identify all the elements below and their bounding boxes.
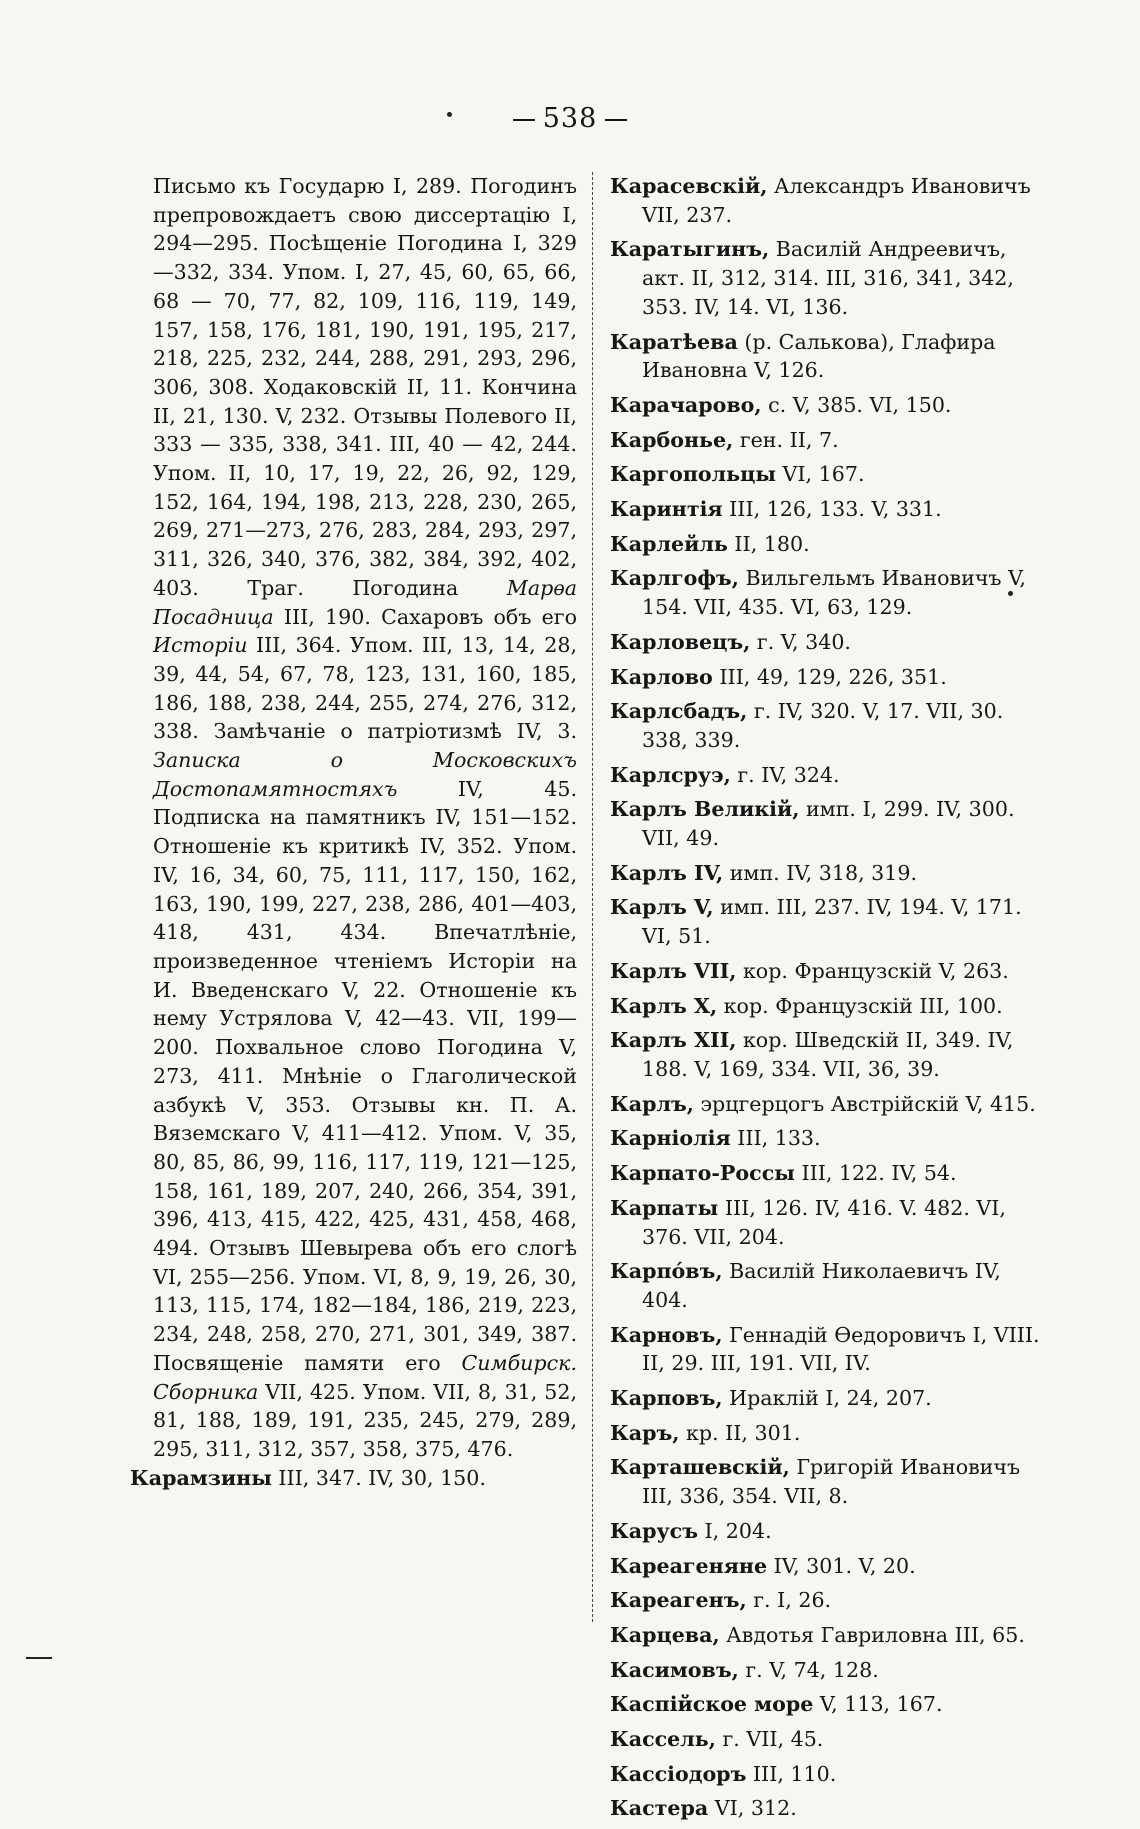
entry-text: кор. Французскій V, 263. bbox=[742, 958, 1009, 983]
page-number bbox=[0, 103, 1140, 134]
entry-text: VI, 312. bbox=[714, 1796, 797, 1821]
entry-text: эрцгерцогъ Австрійскій V, 415. bbox=[700, 1091, 1036, 1116]
entry-text: III, 190. Сахаровъ объ его bbox=[283, 604, 577, 629]
entry-italic-title: Записка о Московскихъ Достопамятностяхъ bbox=[153, 748, 577, 801]
entry-head: Карлъ V, bbox=[610, 895, 714, 920]
entry-head: Карпаты bbox=[610, 1195, 719, 1220]
entry-text: III, 110. bbox=[752, 1761, 837, 1786]
entry-text: кор. Французскій III, 100. bbox=[723, 993, 1003, 1018]
entry-text: Вильгельмъ Ивановичъ V, 154. VII, 435. VI, 63, 129. bbox=[642, 566, 1026, 620]
entry-text: III, 122. IV, 54. bbox=[801, 1161, 957, 1186]
entry-text: ген. II, 7. bbox=[739, 427, 839, 452]
entry-text: г. IV, 324. bbox=[737, 762, 840, 787]
margin-mark bbox=[26, 1657, 52, 1659]
entry-italic-title: Исторіи bbox=[153, 633, 248, 658]
entry-head: Карлъ X, bbox=[610, 993, 718, 1018]
entry-text: VI, 167. bbox=[782, 462, 865, 487]
page-number-dash-left bbox=[513, 119, 535, 121]
index-entry bbox=[610, 1621, 1044, 1650]
entry-head: Карлъ, bbox=[610, 1091, 694, 1116]
index-entry bbox=[610, 628, 1044, 657]
index-entry bbox=[610, 1552, 1044, 1581]
print-speck bbox=[447, 112, 452, 117]
entry-text: имп. III, 237. IV, 194. V, 171. VI, 51. bbox=[642, 895, 1022, 949]
index-entry bbox=[610, 1760, 1044, 1789]
entry-head: Карлъ IV, bbox=[610, 860, 724, 885]
index-entry bbox=[610, 1026, 1044, 1083]
entry-text: III, 364. Упом. III, 13, 14, 28, 39, 44, 54, 67, 78, 123, 131, 160, 185, 186, 188, 238, 244, 255, 274, 276, 312, 338. Замѣчаніе о патріотизмѣ IV, 3. bbox=[153, 633, 578, 744]
entry-text: V, 113, 167. bbox=[819, 1692, 943, 1717]
index-entry bbox=[610, 1656, 1044, 1685]
entry-italic-title: Симбирск. Сборника bbox=[153, 1350, 577, 1404]
index-entry bbox=[610, 530, 1044, 559]
entry-text: II, 180. bbox=[734, 531, 810, 556]
index-entry bbox=[610, 235, 1044, 321]
index-entry bbox=[610, 1159, 1044, 1188]
index-entry bbox=[610, 1794, 1044, 1823]
entry-head: Карповъ, bbox=[610, 1386, 723, 1411]
entry-text: имп. I, 299. IV, 300. VII, 49. bbox=[642, 797, 1015, 851]
index-entry bbox=[610, 1321, 1044, 1378]
entry-head: Карпо́въ, bbox=[610, 1259, 723, 1284]
index-entry bbox=[610, 1124, 1044, 1153]
index-entry bbox=[610, 663, 1044, 692]
index-entry bbox=[610, 697, 1044, 754]
entry-head: Карачарово, bbox=[610, 392, 762, 417]
entry-text: Григорій Ивановичъ III, 336, 354. VII, 8. bbox=[642, 1455, 1021, 1509]
index-entry bbox=[610, 992, 1044, 1021]
entry-text: Геннадій Ѳедоровичъ I, VIII. II, 29. III, 191. VII, IV. bbox=[642, 1322, 1040, 1376]
entry-head: Касимовъ, bbox=[610, 1657, 739, 1682]
index-entry bbox=[610, 426, 1044, 455]
index-entry bbox=[610, 564, 1044, 621]
print-speck bbox=[1008, 591, 1013, 596]
left-column bbox=[130, 172, 578, 1498]
entry-head: Карцева, bbox=[610, 1622, 720, 1647]
entry-head: Кареагеняне bbox=[610, 1553, 768, 1578]
index-entry bbox=[610, 1257, 1044, 1314]
entry-head: Карусъ bbox=[610, 1518, 698, 1543]
entry-text: Авдотья Гавриловна III, 65. bbox=[726, 1622, 1025, 1647]
index-entry bbox=[610, 328, 1044, 385]
entry-text: III, 126. IV, 416. V. 482. VI, 376. VII, 204. bbox=[642, 1195, 1006, 1249]
entry-head: Кареагенъ, bbox=[610, 1588, 747, 1613]
index-entry bbox=[610, 460, 1044, 489]
entry-head: Карновъ, bbox=[610, 1322, 723, 1347]
index-entry bbox=[610, 859, 1044, 888]
index-entry bbox=[610, 795, 1044, 852]
entry-head: Кастера bbox=[610, 1796, 709, 1821]
page-number-value: 538 bbox=[542, 103, 598, 134]
entry-text: Александръ Ивановичъ VII, 237. bbox=[642, 174, 1031, 227]
entry-head: Кассель, bbox=[610, 1727, 716, 1752]
entry-head: Каргопольцы bbox=[610, 462, 776, 487]
entry-head: Карлъ Великій, bbox=[610, 797, 800, 822]
entry-head: Карлъ XII, bbox=[610, 1028, 737, 1053]
index-entry bbox=[610, 172, 1044, 229]
index-entry bbox=[610, 1725, 1044, 1754]
column-divider bbox=[592, 172, 594, 1622]
entry-text: Ираклій I, 24, 207. bbox=[729, 1386, 932, 1411]
index-entry bbox=[610, 893, 1044, 950]
entry-head: Кассіодоръ bbox=[610, 1761, 747, 1786]
index-entry bbox=[610, 1690, 1044, 1719]
entry-head: Карташевскій, bbox=[610, 1455, 790, 1480]
index-entry-continuation bbox=[153, 172, 577, 1464]
entry-italic-title: Марѳа Посадница bbox=[153, 575, 577, 629]
entry-text: Василій Андреевичъ, акт. II, 312, 314. III, 316, 341, 342, 353. IV, 14. VI, 136. bbox=[642, 237, 1014, 319]
entry-text: VII, 425. Упом. VII, 8, 31, 52, 81, 188, 189, 191, 235, 245, 279, 289, 295, 311, 312, 357, 358, 375, 476. bbox=[153, 1379, 578, 1461]
entry-text: III, 133. bbox=[737, 1126, 821, 1151]
entry-head: Карлгофъ, bbox=[610, 566, 739, 591]
index-entry bbox=[610, 1194, 1044, 1251]
entry-head: Карлсруэ, bbox=[610, 762, 731, 787]
index-entry bbox=[130, 1464, 577, 1493]
index-entry bbox=[610, 1384, 1044, 1413]
entry-head: Карлово bbox=[610, 664, 713, 689]
index-entry bbox=[610, 1453, 1044, 1510]
entry-text: г. IV, 320. V, 17. VII, 30. 338, 339. bbox=[642, 699, 1004, 752]
page-number-dash-right bbox=[605, 119, 627, 121]
right-column bbox=[610, 172, 1044, 1829]
index-entry bbox=[610, 957, 1044, 986]
entry-text: (р. Салькова), Глафира Ивановна V, 126. bbox=[642, 329, 996, 383]
entry-head: Карасевскій, bbox=[610, 174, 768, 198]
entry-text: г. VII, 45. bbox=[722, 1727, 824, 1752]
entry-text: г. V, 340. bbox=[756, 629, 851, 654]
entry-text: г. I, 26. bbox=[753, 1588, 832, 1613]
entry-text: III, 347. IV, 30, 150. bbox=[278, 1465, 486, 1490]
index-entry bbox=[610, 1419, 1044, 1448]
index-entry bbox=[610, 1090, 1044, 1119]
entry-text: г. V, 74, 128. bbox=[745, 1657, 879, 1682]
entry-head: Каспійское море bbox=[610, 1692, 814, 1717]
entry-head: Каръ, bbox=[610, 1420, 680, 1445]
index-entry bbox=[610, 495, 1044, 524]
entry-text: кр. II, 301. bbox=[686, 1420, 801, 1445]
entry-head: Карамзины bbox=[130, 1465, 272, 1490]
entry-head: Карніолія bbox=[610, 1126, 731, 1151]
index-entry bbox=[610, 1517, 1044, 1546]
entry-text: имп. IV, 318, 319. bbox=[729, 860, 918, 885]
entry-text: I, 204. bbox=[704, 1518, 772, 1543]
entry-text: III, 49, 129, 226, 351. bbox=[719, 664, 947, 689]
entry-head: Карбонье, bbox=[610, 427, 734, 452]
entry-head: Карлсбадъ, bbox=[610, 699, 748, 724]
entry-head: Каратѣева bbox=[610, 329, 738, 354]
entry-text: Василій Николаевичъ IV, 404. bbox=[642, 1259, 1001, 1312]
entry-head: Каринтія bbox=[610, 497, 723, 522]
entry-text: IV, 45. Подписка на памятникъ IV, 151—152. Отношеніе къ критикѣ IV, 352. Упом. IV, 16, 34, 60, 75, 111, 117, 150, 162, 163, 190, 199, 227, 238, 286, 401—403, 418, 431, 434. Впечатлѣніе, произведенное чтеніемъ Исторіи на И. Введенскаго V, 22. Отношеніе къ нему Устрялова V, 42—43. VII, 199—200. Похвальное слово Погодина V, 273, 411. Мнѣніе о Глаголической азбукѣ V, 353. Отзывы кн. П. А. Вяземскаго V, 411—412. Упом. V, 35, 80, 85, 86, 99, 116, 117, 119, 121—125, 158, 161, 189, 207, 240, 266, 354, 391, 396, 413, 415, 422, 425, 431, 458, 468, 494. Отзывъ Шевырева объ его слогѣ VI, 255—256. Упом. VI, 8, 9, 19, 26, 30, 113, 115, 174, 182—184, 186, 219, 223, 234, 248, 258, 270, 271, 301, 349, 387. Посвященіе памяти его bbox=[153, 776, 577, 1375]
entry-text: Письмо къ Государю I, 289. Погодинъ препровождаетъ свою диссертацію I, 294—295. Посѣщеніе Погодина I, 329—332, 334. Упом. I, 27, 45, 60, 65, 66, 68 — 70, 77, 82, 109, 116, 119, 149, 157, 158, 176, 181, 190, 191, 195, 217, 218, 225, 232, 244, 288, 291, 293, 296, 306, 308. Ходаковскій II, 11. Кончина II, 21, 130. V, 232. Отзывы Полевого II, 333 — 335, 338, 341. III, 40 — 42, 244. Упом. II, 10, 17, 19, 22, 26, 92, 129, 152, 164, 194, 198, 213, 228, 230, 265, 269, 271—273, 276, 283, 284, 293, 297, 311, 326, 340, 376, 382, 384, 392, 402, 403. Траг. Погодина bbox=[153, 174, 577, 600]
index-entry bbox=[610, 761, 1044, 790]
entry-text: III, 126, 133. V, 331. bbox=[729, 497, 942, 522]
index-entry bbox=[610, 391, 1044, 420]
entry-head: Карловецъ, bbox=[610, 629, 751, 654]
entry-head: Карлъ VII, bbox=[610, 958, 737, 983]
entry-head: Карпато-Россы bbox=[610, 1161, 795, 1186]
entry-text: с. V, 385. VI, 150. bbox=[768, 392, 952, 417]
entry-head: Каратыгинъ, bbox=[610, 237, 770, 262]
entry-text: кор. Шведскій II, 349. IV, 188. V, 169, 334. VII, 36, 39. bbox=[642, 1028, 1014, 1081]
index-entry bbox=[610, 1586, 1044, 1615]
entry-text: IV, 301. V, 20. bbox=[773, 1553, 916, 1578]
entry-head: Карлейль bbox=[610, 531, 728, 556]
